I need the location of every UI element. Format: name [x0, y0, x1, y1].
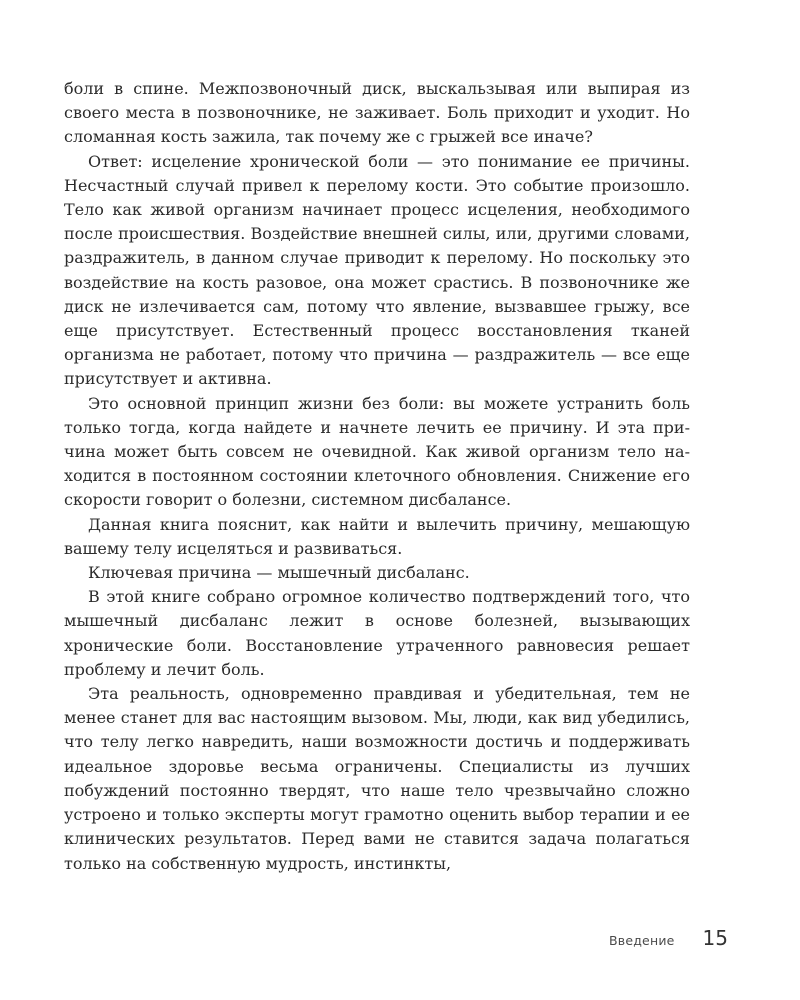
body-text — [64, 77, 690, 876]
paragraph: В этой книге собрано огромное количество подтверждений того, что мышечный дисбаланс лежит в основе болезней, вызывающих хронические боли. Восстановление утраченного равновесия решает проблему и лечит боль. — [64, 587, 690, 679]
paragraph: Эта реальность, одновременно правдивая и убедительная, тем не менее станет для вас настоящим вызовом. Мы, люди, как вид убедились, что телу легко навредить, наши возможности достичь и поддерживать идеальное здоровье весьма ограничены. Специалисты из лучших побуждений постоянно твердят, что наше тело чрезвычайно сложно устроено и только эксперты могут грамотно оценить выбор терапии и ее клинических результатов. Перед вами не ставится задача полагаться только на собственную мудрость, инстинкты, — [64, 684, 690, 873]
running-footer-section-title: Введение — [608, 933, 675, 948]
page-number: 15 — [702, 926, 728, 950]
paragraph: Это основной принцип жизни без боли: вы можете устранить боль только тогда, когда найдете и начнете лечить ее причину. И эта причина может быть совсем не очевидной. Как живой организм тело находится в постоянном состоянии клеточного обновления. Снижение его скорости говорит о болезни, системном дисбалансе. — [64, 393, 690, 510]
paragraph-continuation: боли в спине. Межпозвоночный диск, выскальзывая или выпирая из своего места в позвоночнике, не заживает. Боль приходит и уходит. Но сломанная кость зажила, так почему же с грыжей все иначе? — [64, 79, 690, 147]
paragraph: Данная книга пояснит, как найти и вылечить причину, мешающую вашему телу исцеляться и развиваться. — [64, 514, 690, 558]
paragraph: Ключевая причина — мышечный дисбаланс. — [88, 563, 470, 583]
paragraph: Ответ: исцеление хронической боли — это понимание ее причины. Несчастный случай привел к перелому кости. Это событие произошло. Тело как живой организм начинает процесс исцеления, необходимого после происшествия. Воздействие внешней силы, или, другими словами, раздражитель, в данном случае приводит к перелому. Но поскольку это воздействие на кость разовое, она может срастись. В позвоночнике же диск не излечивается сам, потому что явление, вызвавшее грыжу, все еще присутствует. Естественный процесс восстановления тканей организма не работает, потому что причина — раздражитель — все еще присутствует и активна. — [64, 151, 690, 389]
page-footer — [609, 926, 728, 950]
